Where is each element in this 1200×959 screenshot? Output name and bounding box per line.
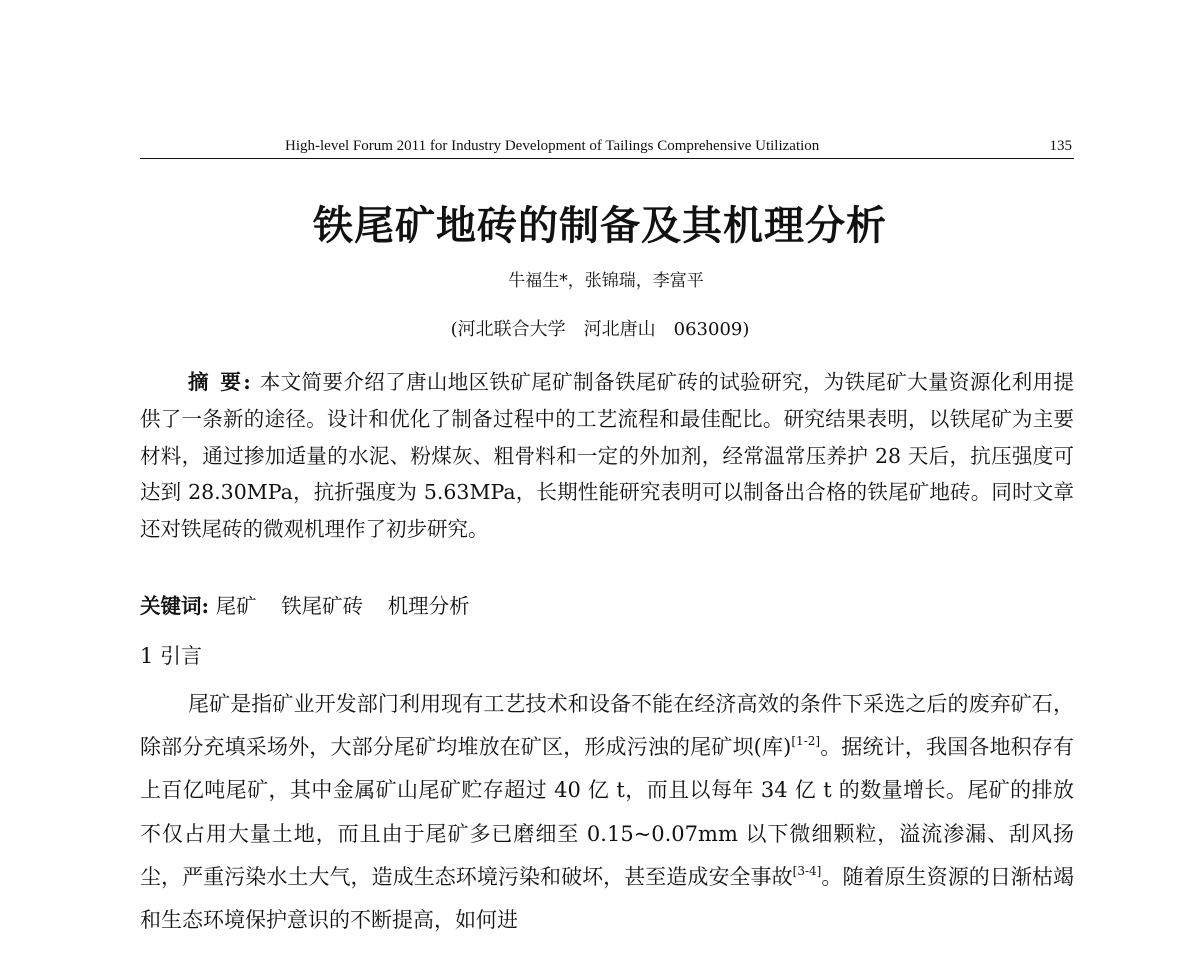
abstract-label: 摘 要:: [188, 370, 253, 394]
running-header: [140, 136, 1074, 159]
citation: [3-4]: [792, 863, 822, 878]
keyword: 尾矿: [215, 594, 257, 618]
paper-affiliation: (河北联合大学 河北唐山 063009): [450, 319, 750, 340]
body-paragraph: [140, 683, 1074, 942]
abstract: [140, 364, 1074, 548]
paper-authors: 牛福生*，张锦瑞，李富平: [508, 271, 704, 291]
body-text-part: 尾矿是指矿业开发部门利用现有工艺技术和设备不能在经济高效的条件下采选之后的废弃矿石，除部分充填采场外，大部分尾矿均堆放在矿区，形成污浊的尾矿坝(库): [140, 692, 1074, 760]
citation: [1-2]: [791, 734, 821, 749]
page-number: 135: [1049, 138, 1072, 154]
keywords: [140, 589, 1074, 623]
section-heading: 1 引言: [140, 644, 203, 668]
body-text-part: 。据统计，我国各地积存有上百亿吨尾矿，其中金属矿山尾矿贮存超过 40 亿 t，而且以每年 34 亿 t 的数量增长。尾矿的排放不仅占用大量土地，而且由于尾矿多已磨细至 0.15~0.07mm 以下微细颗粒，溢流渗漏、刮风扬尘，严重污染水土大气，造成生态环境污染和破坏，甚至造成安全事故: [140, 735, 1074, 889]
keyword: 铁尾矿砖: [281, 594, 364, 618]
paper-title: 铁尾矿地砖的制备及其机理分析: [313, 202, 887, 249]
body-text-part: 。随着原生资源的日渐枯竭和生态环境保护意识的不断提高，如何进: [140, 864, 1075, 933]
running-title: High-level Forum 2011 for Industry Development of Tailings Comprehensive Utilization: [285, 138, 820, 154]
keywords-label: 关键词:: [140, 594, 210, 618]
abstract-text: 本文简要介绍了唐山地区铁矿尾矿制备铁尾矿砖的试验研究，为铁尾矿大量资源化利用提供了一条新的途径。设计和优化了制备过程中的工艺流程和最佳配比。研究结果表明，以铁尾矿为主要材料，通过掺加适量的水泥、粉煤灰、粗骨料和一定的外加剂，经常温常压养护 28 天后，抗压强度可达到 28.30MPa，抗折强度为 5.63MPa，长期性能研究表明可以制备出合格的铁尾矿地砖。同时文章还对铁尾砖的微观机理作了初步研究。: [140, 370, 1074, 542]
keyword: 机理分析: [387, 594, 470, 618]
